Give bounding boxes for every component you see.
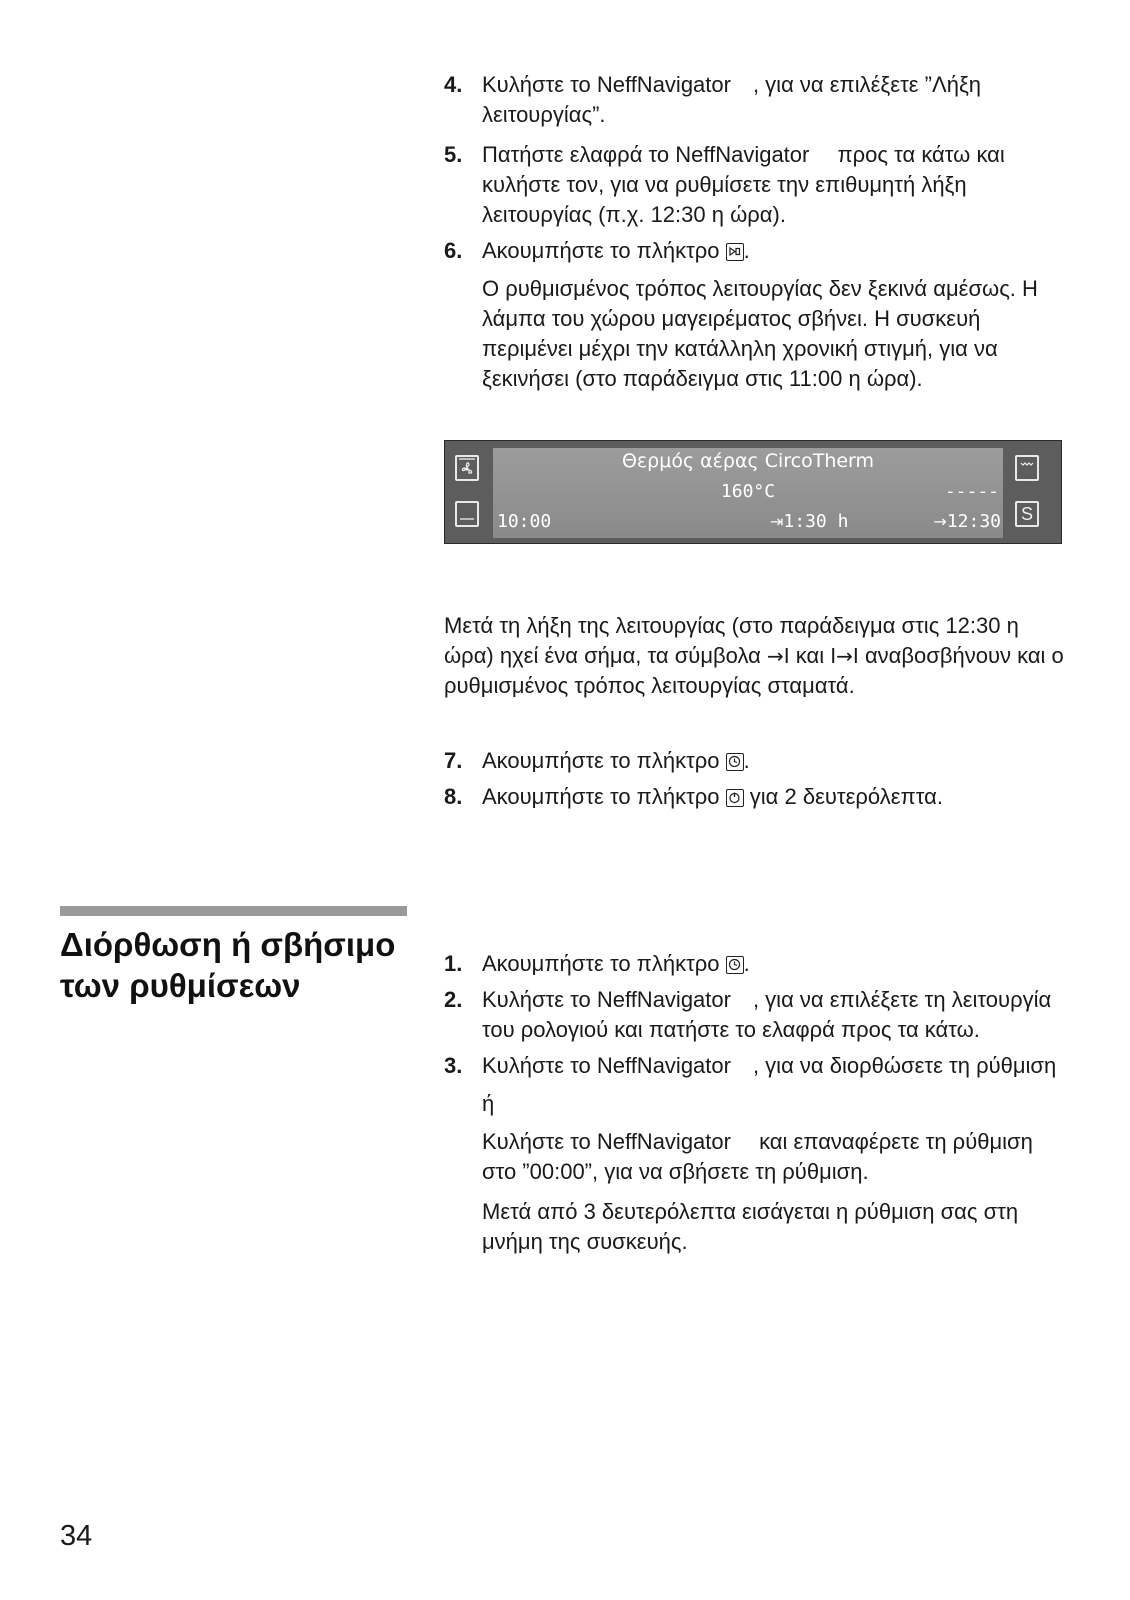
- power-icon: [726, 789, 744, 807]
- step-text: Ακουμπήστε το πλήκτρο: [482, 238, 720, 263]
- step-6: [444, 236, 1069, 266]
- final-text: Μετά από 3 δευτερόλεπτα εισάγεται η ρύθμιση σας στη μνήμη της συσκευής.: [482, 1199, 1019, 1254]
- step-text-end: .: [743, 238, 750, 263]
- alt-text: Κυλήστε το NeffNavigator και επαναφέρετε τη ρύθμιση στο ”00:00”, για να σβήσετε τη ρύθμιση.: [482, 1129, 1033, 1184]
- step-text: Ακουμπήστε το πλήκτρο: [482, 784, 720, 809]
- after-text-c: αναβοσβήνουν και ο ρυθμισμένος τρόπος λειτουργίας σταματά.: [444, 643, 1064, 698]
- duration: 1:30 h: [783, 511, 849, 532]
- step-number: 5.: [444, 142, 463, 167]
- dashes: -----: [944, 481, 999, 502]
- after-text: [444, 611, 1069, 701]
- display-screen: [493, 448, 1003, 538]
- step-3: [444, 1051, 1069, 1081]
- end-time-symbol: →I: [767, 644, 790, 668]
- mode-label: Θερμός αέρας CircoTherm: [621, 450, 875, 472]
- duration-icon: ⇥: [770, 512, 784, 531]
- end-time: 12:30: [946, 511, 1001, 532]
- after-text-a: Μετά τη λήξη της λειτουργίας (στο παράδειγμα στις 12:30 η ώρα) ηχεί ένα σήμα, τα σύμβολα: [444, 613, 1019, 668]
- step-number: 3.: [444, 1053, 463, 1078]
- page-number: 34: [60, 1520, 93, 1552]
- display-icon: [457, 503, 477, 525]
- step-text: Ακουμπήστε το πλήκτρο: [482, 748, 720, 773]
- step-2: [444, 985, 1069, 1045]
- end-time-readout: [933, 511, 1001, 532]
- start-stop-icon: [726, 243, 744, 261]
- step-number: 7.: [444, 748, 463, 773]
- s-label: S: [1020, 504, 1033, 524]
- menu-button[interactable]: [455, 501, 479, 527]
- fan-icon: [457, 457, 477, 479]
- step-text-end: .: [743, 951, 750, 976]
- section-title: Διόρθωση ή σβήσιμο των ρυθμίσεων: [60, 926, 396, 1004]
- steps-top: [444, 70, 1069, 394]
- step-1: [444, 949, 1069, 979]
- oven-light-button[interactable]: [1015, 455, 1039, 481]
- fan-button[interactable]: [455, 455, 479, 481]
- s-button[interactable]: [1015, 501, 1039, 527]
- temperature: 160°C: [720, 481, 776, 502]
- section-rule: [60, 906, 407, 916]
- step-number: 1.: [444, 951, 463, 976]
- step-text: Ακουμπήστε το πλήκτρο: [482, 951, 720, 976]
- end-time-icon: →: [933, 512, 947, 531]
- step-7: [444, 746, 1069, 776]
- step-text-end: .: [743, 748, 750, 773]
- or-text: ή: [482, 1091, 495, 1116]
- step-text-end: για 2 δευτερόλεπτα.: [743, 784, 943, 809]
- after-paragraph: [444, 611, 1069, 701]
- duration-readout: [770, 511, 848, 532]
- clock-icon: [726, 753, 744, 771]
- step-6-note: Ο ρυθμισμένος τρόπος λειτουργίας δεν ξεκινά αμέσως. Η λάμπα του χώρου μαγειρέματος σβήνει. Η συσκευή περιμένει μέχρι την κατάλληλη χρονική στιγμή, για να ξεκινήσει (στο παράδειγμα στις 11:00 η ώρα).: [482, 276, 1038, 391]
- step-number: 4.: [444, 72, 463, 97]
- start-time: 10:00: [497, 511, 552, 532]
- duration-symbol: I→I: [830, 644, 859, 668]
- after-text-b: και: [795, 643, 825, 668]
- step-8: [444, 782, 1069, 812]
- step-number: 2.: [444, 987, 463, 1012]
- step-text: Κυλήστε το NeffNavigator , για να διορθώσετε τη ρύθμιση: [482, 1053, 1057, 1078]
- step-text: Κυλήστε το NeffNavigator , για να επιλέξετε ”Λήξη λειτουργίας”.: [482, 72, 982, 127]
- clock-icon: [726, 956, 744, 974]
- step-number: 8.: [444, 784, 463, 809]
- step-5: [444, 140, 1069, 230]
- steps-bottom: [444, 949, 1069, 1257]
- step-text: Πατήστε ελαφρά το NeffNavigator προς τα κάτω και κυλήστε τον, για να ρυθμίσετε την επιθυμητή λήξη λειτουργίας (π.χ. 12:30 η ώρα).: [482, 142, 1005, 227]
- oven-icon: [1017, 457, 1037, 479]
- steps-mid: [444, 746, 1069, 812]
- step-text: Κυλήστε το NeffNavigator , για να επιλέξετε τη λειτουργία του ρολογιού και πατήστε το ελαφρά προς τα κάτω.: [482, 987, 1052, 1042]
- step-4: [444, 70, 1069, 130]
- oven-display: [444, 440, 1062, 544]
- step-number: 6.: [444, 238, 463, 263]
